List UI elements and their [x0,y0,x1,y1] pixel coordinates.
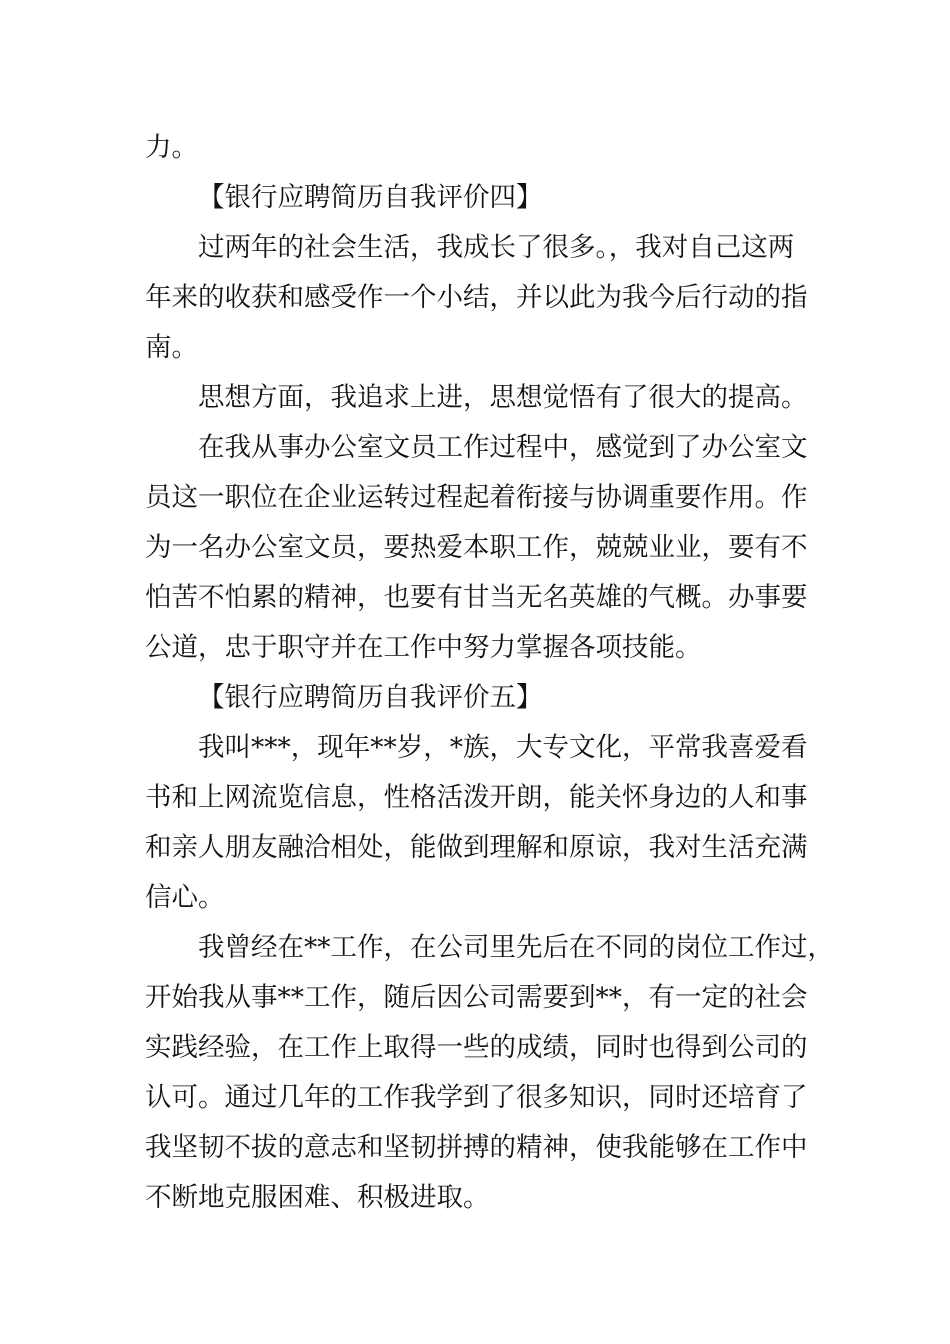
text-line: 信心。 [145,882,225,913]
text-line: 和亲人朋友融洽相处，能做到理解和原谅，我对生活充满 [145,832,808,863]
section-heading: 【银行应聘简历自我评价五】 [198,682,543,713]
section-heading: 【银行应聘简历自我评价四】 [198,182,543,213]
text-line: 开始我从事**工作，随后因公司需要到**，有一定的社会 [145,982,808,1013]
text-line: 我叫***，现年**岁，*族，大专文化，平常我喜爱看 [198,732,808,763]
text-line: 力。 [145,132,198,163]
text-line: 公道，忠于职守并在工作中努力掌握各项技能。 [145,632,702,663]
text-line: 年来的收获和感受作一个小结，并以此为我今后行动的指 [145,282,808,313]
text-line: 思想方面，我追求上进，思想觉悟有了很大的提高。 [198,382,808,413]
text-line: 怕苦不怕累的精神，也要有甘当无名英雄的气概。办事要 [145,582,808,613]
text-line: 书和上网流览信息，性格活泼开朗，能关怀身边的人和事 [145,782,808,813]
text-line: 在我从事办公室文员工作过程中，感觉到了办公室文 [198,432,808,463]
text-line: 过两年的社会生活，我成长了很多。，我对自己这两 [198,232,795,263]
document-body [145,123,834,1223]
text-line: 我坚韧不拔的意志和坚韧拼搏的精神，使我能够在工作中 [145,1132,808,1163]
text-line: 员这一职位在企业运转过程起着衔接与协调重要作用。作 [145,482,808,513]
text-line: 为一名办公室文员，要热爱本职工作，兢兢业业，要有不 [145,532,808,563]
text-line: 实践经验，在工作上取得一些的成绩，同时也得到公司的 [145,1032,808,1063]
text-line: 南。 [145,332,198,363]
text-line: 不断地克服困难、积极进取。 [145,1182,490,1213]
text-line: 认可。通过几年的工作我学到了很多知识，同时还培育了 [145,1082,808,1113]
text-line: 我曾经在**工作，在公司里先后在不同的岗位工作过， [198,932,834,963]
